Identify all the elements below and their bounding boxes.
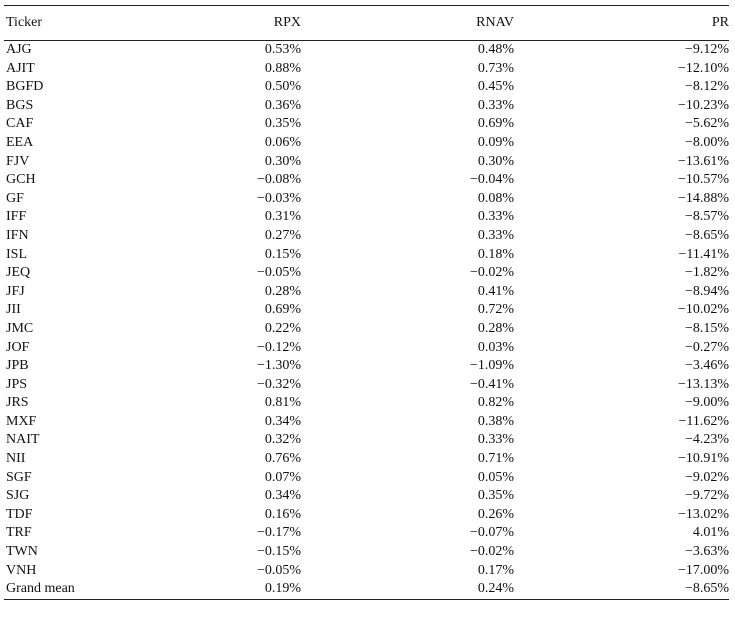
ticker-cell: TRF bbox=[6, 525, 32, 541]
pr-cell: −9.72% bbox=[684, 488, 729, 504]
rnav-cell: 0.45% bbox=[477, 79, 514, 95]
rpx-cell: −1.30% bbox=[256, 358, 301, 374]
ticker-cell: SGF bbox=[6, 469, 32, 485]
rnav-cell: 0.33% bbox=[477, 97, 514, 113]
rpx-cell: 0.15% bbox=[264, 246, 301, 262]
pr-cell: −9.12% bbox=[684, 42, 729, 57]
rnav-cell: −1.09% bbox=[469, 358, 514, 374]
pr-cell: −3.46% bbox=[684, 358, 729, 374]
pr-cell: −4.23% bbox=[684, 432, 729, 448]
rpx-cell: 0.69% bbox=[264, 302, 301, 318]
rnav-cell: 0.28% bbox=[477, 320, 514, 336]
pr-cell: −10.02% bbox=[677, 302, 729, 318]
pr-cell: −9.02% bbox=[684, 469, 729, 485]
ticker-cell: GCH bbox=[6, 172, 36, 188]
ticker-cell: FJV bbox=[6, 153, 30, 169]
ticker-cell: JPS bbox=[6, 376, 28, 392]
rnav-cell: −0.07% bbox=[469, 525, 514, 541]
rpx-cell: 0.19% bbox=[194, 580, 301, 599]
ticker-cell: VNH bbox=[6, 562, 37, 578]
rnav-cell: 0.82% bbox=[477, 395, 514, 411]
rpx-cell: 0.88% bbox=[264, 60, 301, 76]
rnav-cell: 0.26% bbox=[477, 506, 514, 522]
ticker-cell: JPB bbox=[6, 358, 29, 374]
table-row bbox=[4, 227, 729, 246]
rnav-cell: −0.41% bbox=[469, 376, 514, 392]
rnav-cell: 0.18% bbox=[477, 246, 514, 262]
rnav-cell: 0.38% bbox=[477, 413, 514, 429]
table-header bbox=[4, 6, 729, 41]
pr-cell: −5.62% bbox=[684, 116, 729, 132]
rpx-cell: −0.05% bbox=[256, 562, 301, 578]
pr-cell: −8.00% bbox=[684, 134, 729, 150]
rpx-cell: 0.34% bbox=[264, 413, 301, 429]
pr-cell: −14.88% bbox=[677, 190, 729, 206]
rnav-cell: 0.41% bbox=[477, 283, 514, 299]
pr-cell: −13.13% bbox=[677, 376, 729, 392]
rnav-cell: −0.02% bbox=[469, 544, 514, 560]
pr-cell: −8.94% bbox=[684, 283, 729, 299]
column-header-ticker: Ticker bbox=[4, 6, 194, 41]
rnav-cell: 0.30% bbox=[477, 153, 514, 169]
table-row bbox=[4, 487, 729, 506]
rpx-cell: 0.32% bbox=[264, 432, 301, 448]
table-row bbox=[4, 208, 729, 227]
rpx-cell: 0.07% bbox=[264, 469, 301, 485]
rpx-cell: 0.50% bbox=[264, 79, 301, 95]
rpx-cell: −0.32% bbox=[256, 376, 301, 392]
ticker-cell: MXF bbox=[6, 413, 37, 429]
table-body bbox=[4, 41, 729, 600]
pr-cell: −8.12% bbox=[684, 79, 729, 95]
rpx-cell: −0.12% bbox=[256, 339, 301, 355]
table-row bbox=[4, 543, 729, 562]
table-row bbox=[4, 190, 729, 209]
table-row bbox=[4, 153, 729, 172]
table-row bbox=[4, 394, 729, 413]
column-header-pr: PR bbox=[514, 6, 729, 41]
table-row bbox=[4, 376, 729, 395]
rnav-cell: −0.04% bbox=[469, 172, 514, 188]
rnav-cell: 0.05% bbox=[477, 469, 514, 485]
table-row bbox=[4, 580, 729, 599]
table-row bbox=[4, 562, 729, 581]
pr-cell: −8.57% bbox=[684, 209, 729, 225]
rpx-cell: 0.22% bbox=[264, 320, 301, 336]
table-row bbox=[4, 283, 729, 302]
ticker-cell: Grand mean bbox=[4, 580, 194, 599]
ticker-cell: TWN bbox=[6, 544, 38, 560]
pr-cell: −8.65% bbox=[514, 580, 729, 599]
ticker-cell: TDF bbox=[6, 506, 33, 522]
table-row bbox=[4, 41, 729, 60]
rnav-cell: 0.09% bbox=[477, 134, 514, 150]
pr-cell: −9.00% bbox=[684, 395, 729, 411]
table-row bbox=[4, 431, 729, 450]
rpx-cell: 0.81% bbox=[264, 395, 301, 411]
rpx-cell: 0.36% bbox=[264, 97, 301, 113]
rpx-cell: 0.28% bbox=[264, 283, 301, 299]
rpx-cell: −0.05% bbox=[256, 265, 301, 281]
table-row bbox=[4, 301, 729, 320]
rpx-cell: 0.76% bbox=[264, 451, 301, 467]
rnav-cell: 0.35% bbox=[477, 488, 514, 504]
table-row bbox=[4, 97, 729, 116]
table-row bbox=[4, 450, 729, 469]
pr-cell: −3.63% bbox=[684, 544, 729, 560]
pr-cell: −0.27% bbox=[684, 339, 729, 355]
rnav-cell: 0.33% bbox=[477, 227, 514, 243]
ticker-cell: AJG bbox=[6, 42, 32, 57]
pr-cell: 4.01% bbox=[692, 525, 729, 541]
rpx-cell: 0.16% bbox=[264, 506, 301, 522]
table-row bbox=[4, 264, 729, 283]
rpx-cell: 0.34% bbox=[264, 488, 301, 504]
ticker-cell: IFF bbox=[6, 209, 27, 225]
ticker-cell: NAIT bbox=[6, 432, 40, 448]
ticker-cell: BGFD bbox=[6, 79, 44, 95]
pr-cell: −11.62% bbox=[678, 413, 729, 429]
ticker-cell: CAF bbox=[6, 116, 34, 132]
data-table bbox=[4, 5, 729, 600]
rnav-cell: 0.08% bbox=[477, 190, 514, 206]
rpx-cell: 0.30% bbox=[264, 153, 301, 169]
pr-cell: −11.41% bbox=[678, 246, 729, 262]
ticker-cell: SJG bbox=[6, 488, 30, 504]
rnav-cell: 0.72% bbox=[477, 302, 514, 318]
pr-cell: −1.82% bbox=[684, 265, 729, 281]
pr-cell: −10.23% bbox=[677, 97, 729, 113]
pr-cell: −10.91% bbox=[677, 451, 729, 467]
column-header-rpx: RPX bbox=[194, 6, 301, 41]
table-row bbox=[4, 524, 729, 543]
pr-cell: −17.00% bbox=[677, 562, 729, 578]
table-row bbox=[4, 469, 729, 488]
pr-cell: −8.15% bbox=[684, 320, 729, 336]
table-row bbox=[4, 357, 729, 376]
ticker-cell: JRS bbox=[6, 395, 29, 411]
ticker-cell: NII bbox=[6, 451, 26, 467]
table-row bbox=[4, 60, 729, 79]
rpx-cell: −0.17% bbox=[256, 525, 301, 541]
rnav-cell: 0.33% bbox=[477, 432, 514, 448]
ticker-cell: JMC bbox=[6, 320, 34, 336]
ticker-cell: JOF bbox=[6, 339, 30, 355]
pr-cell: −12.10% bbox=[677, 60, 729, 76]
table-row bbox=[4, 78, 729, 97]
pr-cell: −13.02% bbox=[677, 506, 729, 522]
pr-cell: −13.61% bbox=[677, 153, 729, 169]
rnav-cell: 0.33% bbox=[477, 209, 514, 225]
rnav-cell: 0.24% bbox=[301, 580, 514, 599]
rnav-cell: 0.48% bbox=[477, 42, 514, 57]
header-row bbox=[4, 6, 729, 41]
rpx-cell: −0.15% bbox=[256, 544, 301, 560]
pr-cell: −10.57% bbox=[677, 172, 729, 188]
table-row bbox=[4, 506, 729, 525]
ticker-cell: ISL bbox=[6, 246, 27, 262]
rpx-cell: 0.53% bbox=[264, 42, 301, 57]
ticker-cell: BGS bbox=[6, 97, 34, 113]
rnav-cell: −0.02% bbox=[469, 265, 514, 281]
ticker-cell: IFN bbox=[6, 227, 29, 243]
table-row bbox=[4, 413, 729, 432]
ticker-cell: JEQ bbox=[6, 265, 31, 281]
table-row bbox=[4, 171, 729, 190]
rnav-cell: 0.69% bbox=[477, 116, 514, 132]
rpx-cell: 0.31% bbox=[264, 209, 301, 225]
rnav-cell: 0.17% bbox=[477, 562, 514, 578]
rnav-cell: 0.71% bbox=[477, 451, 514, 467]
table-row bbox=[4, 246, 729, 265]
column-header-rnav: RNAV bbox=[301, 6, 514, 41]
pr-cell: −8.65% bbox=[684, 227, 729, 243]
table-row bbox=[4, 115, 729, 134]
ticker-cell: JFJ bbox=[6, 283, 25, 299]
table-row bbox=[4, 134, 729, 153]
rpx-cell: −0.03% bbox=[256, 190, 301, 206]
rpx-cell: −0.08% bbox=[256, 172, 301, 188]
ticker-cell: GF bbox=[6, 190, 24, 206]
rpx-cell: 0.27% bbox=[264, 227, 301, 243]
ticker-cell: JII bbox=[6, 302, 21, 318]
rnav-cell: 0.03% bbox=[477, 339, 514, 355]
rnav-cell: 0.73% bbox=[477, 60, 514, 76]
rpx-cell: 0.35% bbox=[264, 116, 301, 132]
table-row bbox=[4, 320, 729, 339]
table-row bbox=[4, 339, 729, 358]
ticker-cell: EEA bbox=[6, 134, 34, 150]
ticker-cell: AJIT bbox=[6, 60, 35, 76]
rpx-cell: 0.06% bbox=[264, 134, 301, 150]
